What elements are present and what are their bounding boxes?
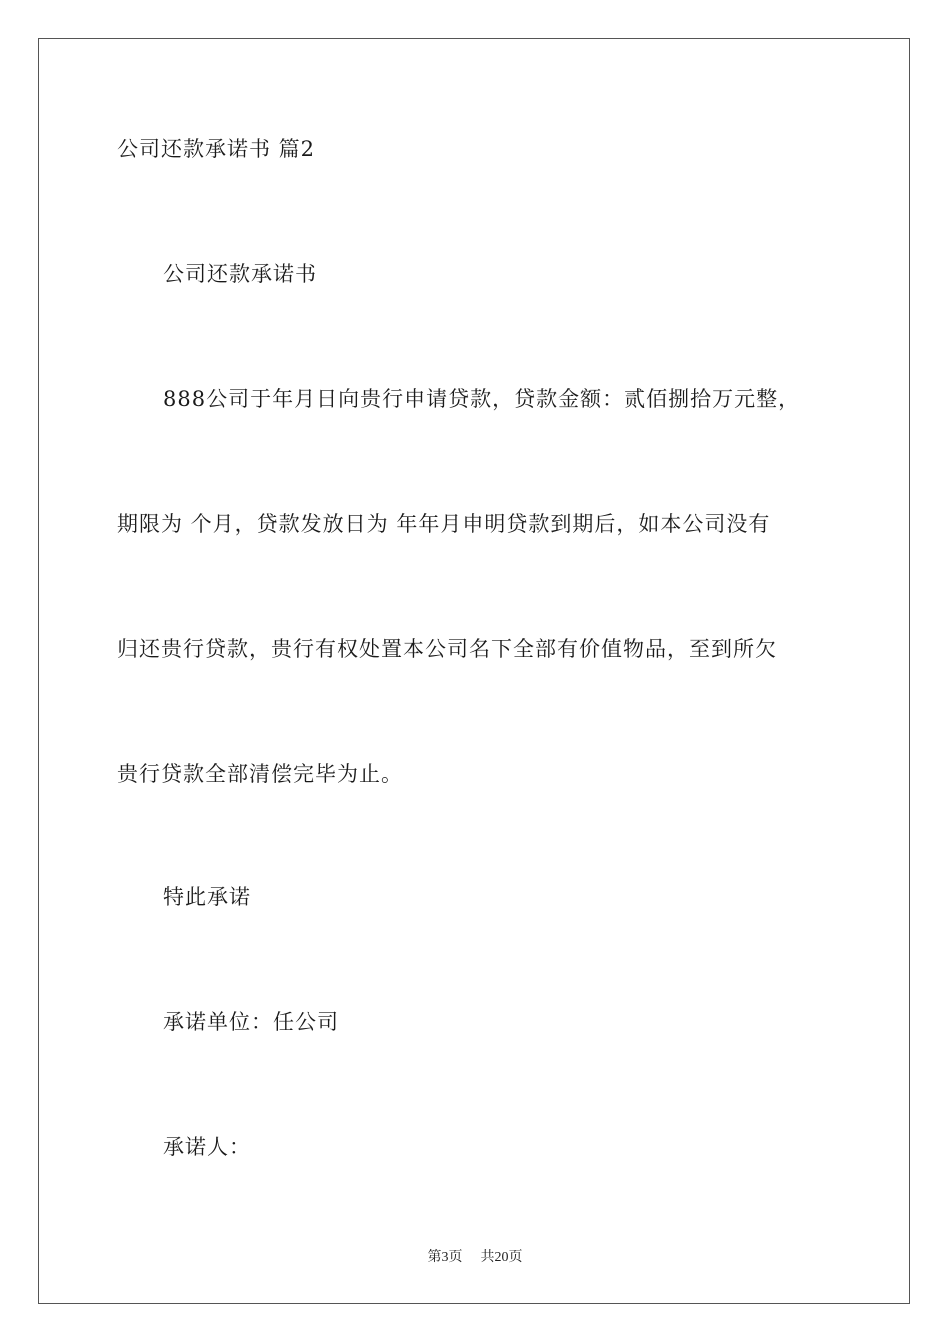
section-heading: 公司还款承诺书 篇2: [117, 137, 316, 161]
paragraph-line-2: 期限为 个月，贷款发放日为 年年月申明贷款到期后，如本公司没有: [117, 512, 771, 536]
page-frame: [38, 38, 910, 1304]
paragraph-line-4: 贵行贷款全部清偿完毕为止。: [117, 762, 403, 786]
closing-text: 特此承诺: [163, 885, 251, 909]
page-number: 第3页: [427, 1250, 463, 1265]
promising-unit: 承诺单位：任公司: [163, 1010, 339, 1034]
promising-person: 承诺人：: [163, 1135, 251, 1159]
paragraph-line-1: 888公司于年月日向贵行申请贷款，贷款金额：贰佰捌拾万元整，: [163, 387, 801, 411]
page-footer: [0, 1248, 950, 1268]
paragraph-line-3: 归还贵行贷款，贵行有权处置本公司名下全部有价值物品，至到所欠: [117, 637, 777, 661]
page-total: 共20页: [480, 1250, 523, 1265]
document-title: 公司还款承诺书: [163, 262, 317, 286]
